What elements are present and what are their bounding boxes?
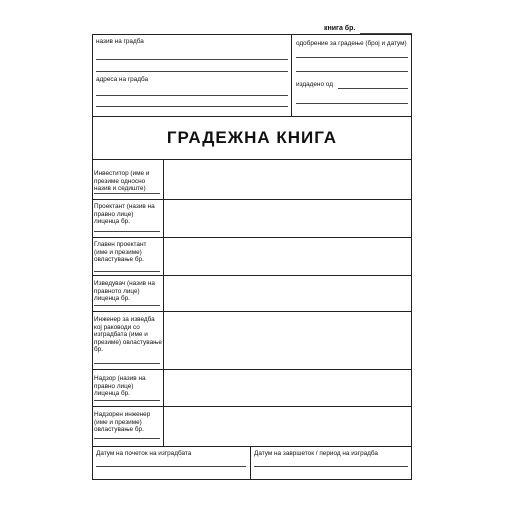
site-engineer-label: Инженер за изведба кој раководи со изградбата (име и презиме) овластување бр. (94, 316, 162, 354)
object-name-line-2[interactable] (96, 71, 288, 72)
issued-by-line-2[interactable] (296, 103, 408, 104)
top-section-bottom (92, 116, 412, 117)
supervising-engineer-row-bottom (92, 446, 412, 447)
site-engineer-row-bottom (92, 369, 412, 370)
investor-row-bottom (92, 199, 412, 200)
footer-divider (250, 446, 251, 480)
supervision-row-bottom (92, 406, 412, 407)
contractor-row-bottom (92, 311, 412, 312)
object-address-line-2[interactable] (96, 106, 288, 107)
chief-designer-row-bottom (92, 275, 412, 276)
field-column-divider (163, 159, 164, 446)
permit-line-1[interactable] (296, 57, 408, 58)
issued-by-line-1[interactable] (338, 88, 408, 89)
chief-designer-label: Главен проектант (име и презиме) овластување бр. (94, 241, 147, 264)
title-bottom (92, 159, 412, 160)
page-title: ГРАДЕЖНА КНИГА (166, 128, 338, 147)
end-date-label: Датум на завршеток / период на изградба (254, 450, 378, 457)
permit-line-2[interactable] (296, 71, 408, 72)
supervising-engineer-label-underline (94, 438, 160, 439)
object-name-label: назив на градба (96, 38, 144, 45)
investor-label-underline (94, 193, 160, 194)
supervising-engineer-label: Надзорен инженер (име и презиме) овластување бр. (94, 411, 151, 434)
contractor-label-underline (94, 305, 160, 306)
contractor-label: Изведувач (назив на правното лице) лиценца бр. (94, 280, 155, 303)
designer-label-underline (94, 231, 160, 232)
start-date-label: Датум на почеток на изградбата (96, 450, 192, 457)
supervision-label: Надзор (назив на правно лице) лиценца бр. (94, 375, 146, 398)
designer-label: Проектант (назив на правно лице) лиценца бр. (94, 203, 155, 226)
permit-label: одобрение за градење (број и датум) (296, 40, 407, 47)
end-date-line[interactable] (254, 466, 408, 467)
designer-row-bottom (92, 237, 412, 238)
object-address-line-1[interactable] (96, 95, 288, 96)
book-number-label: книга бр. (324, 25, 356, 32)
issued-by-label: издадено од (296, 81, 333, 88)
top-divider (291, 34, 292, 116)
chief-designer-label-underline (94, 271, 160, 272)
object-address-label: адреса на градба (96, 76, 149, 83)
object-name-line-1[interactable] (96, 59, 288, 60)
supervision-label-underline (94, 400, 160, 401)
start-date-line[interactable] (96, 466, 246, 467)
site-engineer-label-underline (94, 363, 160, 364)
investor-label: Инвеститор (име и презиме односно назив и седиште) (94, 170, 150, 193)
